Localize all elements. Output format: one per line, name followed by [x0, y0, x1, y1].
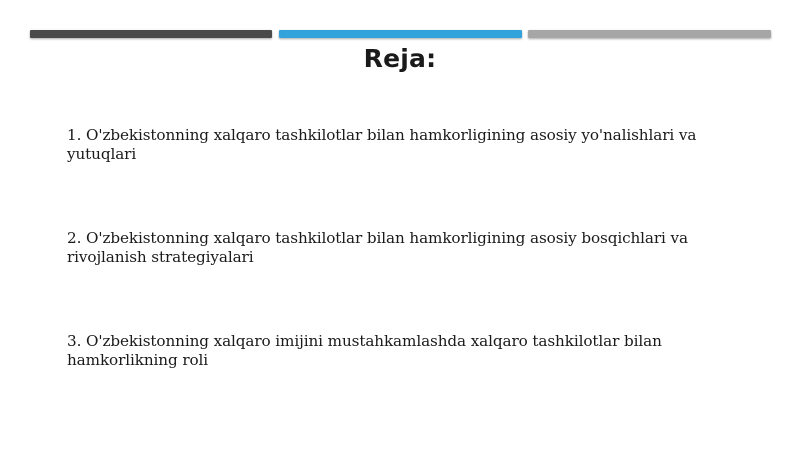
plan-item-2: 2. O'zbekistonning xalqaro tashkilotlar bilan hamkorligining asosiy bosqichlari va rivojlanish strategiyalari: [67, 229, 688, 266]
header-bars: [30, 30, 771, 38]
slide-title: Reja:: [363, 44, 437, 73]
plan-item-1: 1. O'zbekistonning xalqaro tashkilotlar bilan hamkorligining asosiy yo'nalishlari va yutuqlari: [67, 126, 697, 163]
header-bar-gray: [528, 30, 771, 38]
plan-item-3: 3. O'zbekistonning xalqaro imijini mustahkamlashda xalqaro tashkilotlar bilan hamkorlikning roli: [67, 332, 662, 369]
header-bar-blue: [279, 30, 522, 38]
header-bar-dark: [30, 30, 272, 38]
